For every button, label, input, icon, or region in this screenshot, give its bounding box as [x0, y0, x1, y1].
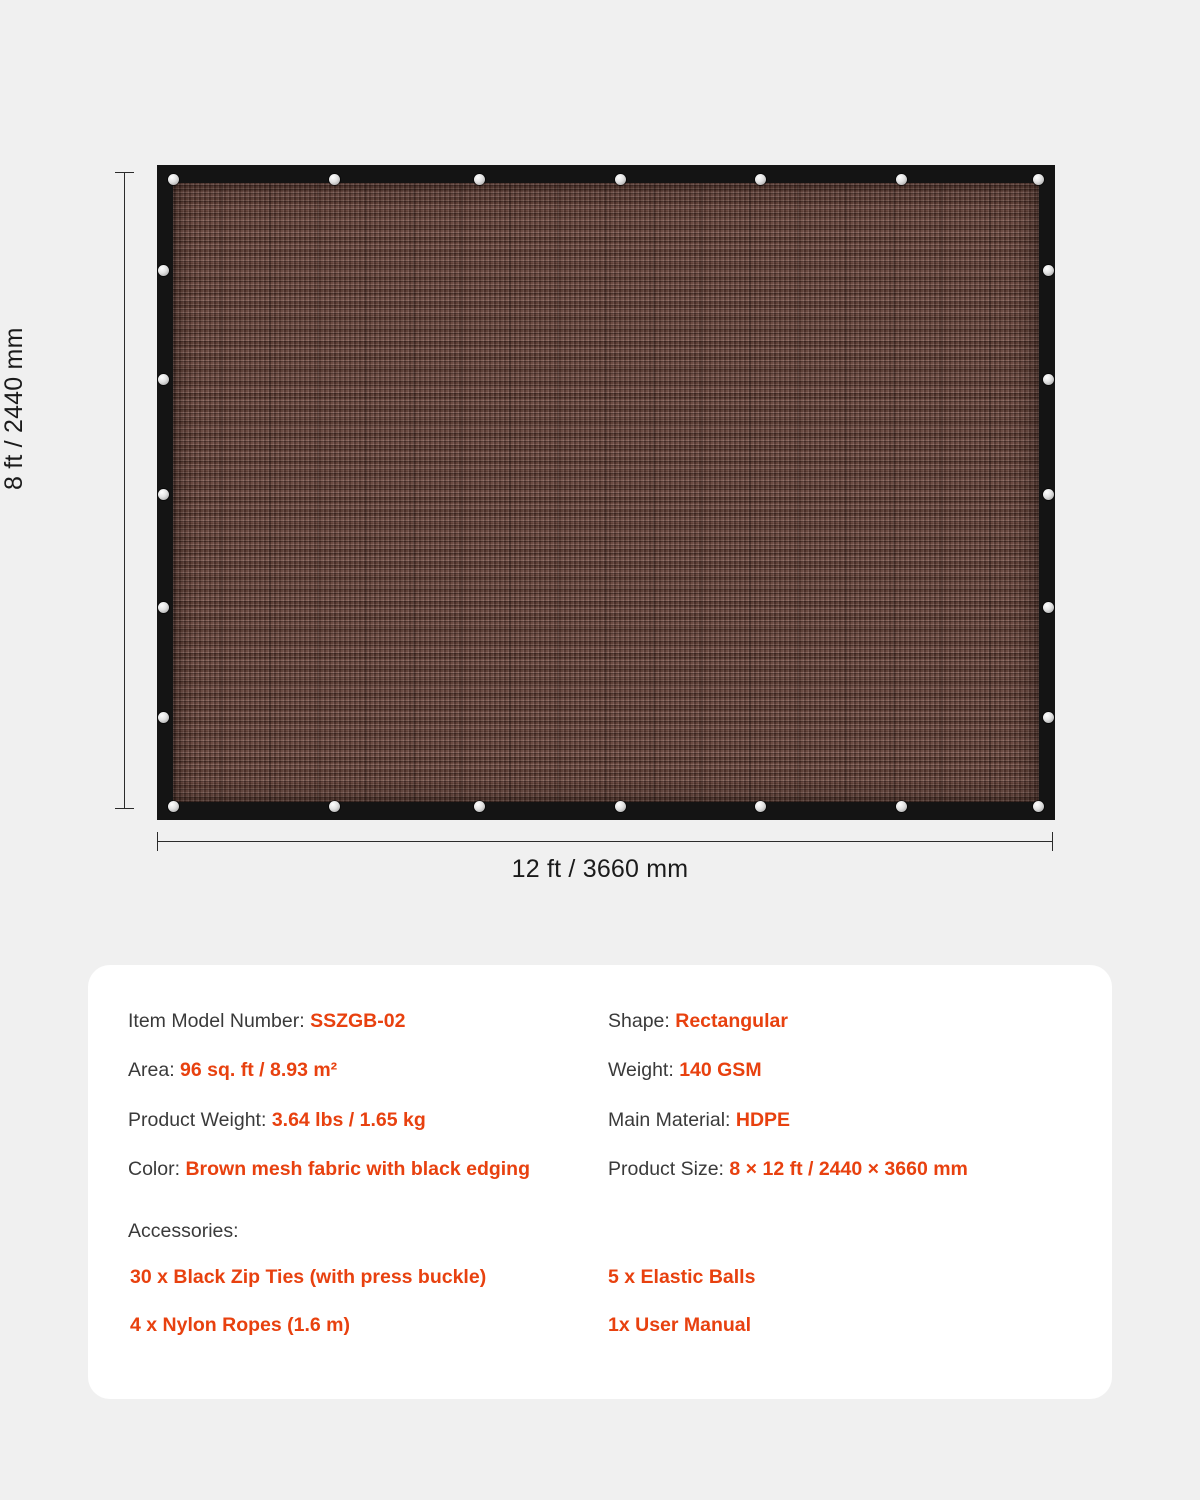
- width-dimension-label: 12 ft / 3660 mm: [511, 855, 689, 883]
- accessories-column-right: [608, 1266, 1088, 1337]
- dimension-cap: [115, 172, 134, 173]
- dimension-cap: [1052, 832, 1053, 851]
- grommet: [1043, 602, 1054, 613]
- accessories-column-left: [128, 1266, 608, 1337]
- grommet: [1043, 265, 1054, 276]
- grommet: [1043, 374, 1054, 385]
- grommet: [1033, 174, 1044, 185]
- spec-row-main-material: [608, 1108, 1088, 1132]
- accessory-item: 5 x Elastic Balls: [608, 1266, 756, 1288]
- accessories-grid: [128, 1266, 1088, 1337]
- grommet: [755, 801, 766, 812]
- dimension-cap: [115, 808, 134, 809]
- spec-value: Rectangular: [675, 1010, 788, 1032]
- grommet: [158, 489, 169, 500]
- spec-value: SSZGB-02: [310, 1010, 406, 1032]
- spec-row-color: [128, 1157, 608, 1181]
- grommet: [1043, 489, 1054, 500]
- accessory-item: 4 x Nylon Ropes (1.6 m): [130, 1314, 350, 1336]
- specifications-column-right: [608, 1009, 1088, 1182]
- grommet: [168, 174, 179, 185]
- dimension-cap: [157, 832, 158, 851]
- spec-key: Shape:: [608, 1010, 670, 1032]
- spec-key: Weight:: [608, 1059, 674, 1082]
- width-dimension-line: [157, 841, 1053, 842]
- grommet: [158, 265, 169, 276]
- spec-key: Color:: [128, 1158, 181, 1181]
- spec-value: Brown mesh fabric with black edging: [185, 1158, 531, 1181]
- accessory-item: 1x User Manual: [608, 1314, 752, 1336]
- grommet: [896, 801, 907, 812]
- spec-row-product-size: [608, 1157, 1088, 1181]
- spec-row-weight: [608, 1058, 1088, 1082]
- grommet: [615, 174, 626, 185]
- grommet: [615, 801, 626, 812]
- mesh-fabric: [173, 183, 1039, 802]
- grommet: [896, 174, 907, 185]
- spec-key: Product Size:: [608, 1158, 724, 1181]
- spec-row-product-weight: [128, 1108, 608, 1132]
- accessory-item: 30 x Black Zip Ties (with press buckle): [130, 1266, 487, 1288]
- spec-value: 8 × 12 ft / 2440 × 3660 mm: [729, 1158, 968, 1181]
- height-dimension-label: 8 ft / 2440 mm: [0, 327, 28, 490]
- grommet: [1033, 801, 1044, 812]
- spec-key: Item Model Number:: [128, 1010, 305, 1032]
- spec-value: 140 GSM: [679, 1059, 762, 1082]
- grommet: [474, 174, 485, 185]
- spec-key: Main Material:: [608, 1108, 731, 1131]
- grommet: [168, 801, 179, 812]
- spec-row-area: [128, 1058, 608, 1082]
- specifications-grid: [128, 1009, 1088, 1182]
- spec-row-shape: [608, 1009, 1088, 1033]
- grommet: [755, 174, 766, 185]
- grommet: [158, 374, 169, 385]
- grommet: [474, 801, 485, 812]
- grommet: [1043, 712, 1054, 723]
- height-dimension-line: [124, 172, 125, 809]
- accessories-title: Accessories:: [128, 1220, 239, 1242]
- grommet: [329, 801, 340, 812]
- spec-key: Area:: [128, 1059, 175, 1082]
- spec-value: 3.64 lbs / 1.65 kg: [271, 1108, 426, 1131]
- grommet: [158, 602, 169, 613]
- grommet: [158, 712, 169, 723]
- accessories-section: [128, 1220, 1088, 1337]
- grommet: [329, 174, 340, 185]
- spec-value: 96 sq. ft / 8.93 m²: [180, 1059, 338, 1082]
- shade-cloth-product: [157, 165, 1055, 820]
- specifications-column-left: [128, 1009, 608, 1182]
- spec-value: HDPE: [735, 1108, 791, 1131]
- spec-key: Product Weight:: [128, 1108, 267, 1131]
- specifications-card: [88, 965, 1112, 1399]
- spec-row-item-model-number: [128, 1009, 608, 1033]
